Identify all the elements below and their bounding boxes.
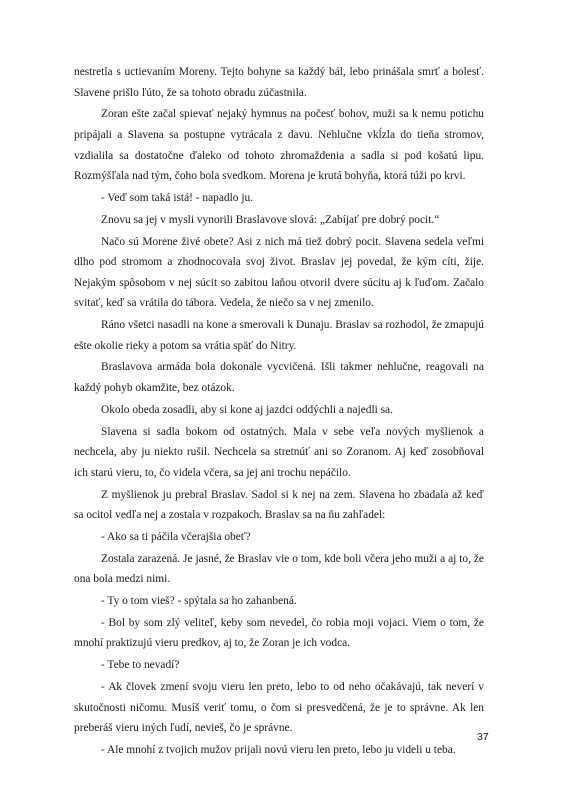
page-number: 37 [477,731,489,743]
paragraph: Zostala zarazená. Je jasné, že Braslav vie o tom, kde boli včera jeho muži a aj to, že ona bola medzi nimi. [74,552,484,586]
paragraph: - Ale mnohí z tvojich mužov prijali novú vieru len preto, lebo ju videli u teba. [101,744,456,756]
paragraph: Braslavova armáda bola dokonale vycvičená. Išli takmer nehlučne, reagovali na každý pohyb okamžite, bez otázok. [74,361,484,395]
paragraph: Načo sú Morene živé obete? Asi z nich má tiež dobrý pocit. Slavena sedela veľmi dlho pod stromom a zhodnocovala svoj život. Braslav jej povedal, že kým cíti, žije. Nejakým spôsobom v nej súcit so zabitou laňou otvoril dvere súcitu aj k ľuďom. Začalo svitať, keď sa vrátila do tábora. Vedela, že niečo sa v nej zmenilo. [74,235,484,310]
paragraph: - Ak človek zmení svoju vieru len preto, lebo to od neho očakávajú, tak neverí v skutočnosti ničomu. Musíš veriť tomu, o čom si presvedčená, že je to správne. Ak len preberáš vieru iných ľudí, nevieš, čo je správne. [74,681,484,735]
paragraph: nestretla s uctievaním Moreny. Tejto bohyne sa každý bál, lebo prinášala smrť a bolesť. Slavene prišlo ľúto, že sa tohoto obradu zúčastnila. [74,66,484,99]
paragraph: - Veď som taká istá! - napadlo ju. [101,191,254,204]
paragraph: - Ty o tom vieš? - spýtala sa ho zahanbená. [101,595,297,608]
paragraph: - Ako sa ti páčila včerajšia obeť? [101,530,251,543]
paragraph: Ráno všetci nasadli na kone a smerovali k Dunaju. Braslav sa rozhodol, že zmapujú ešte okolie rieky a potom sa vrátia späť do Nitry. [74,319,484,352]
paragraph: Zoran ešte začal spievať nejaký hymnus na počesť bohov, muži sa k nemu potichu pripájali a Slavena sa postupne vytrácala z davu. Nehlučne vkĺzla do tieňa stromov, vzdialila sa dostatočne ďaleko od tohoto zhromaždenia a sadla si pod košatú lipu. Rozmýšľala nad tým, čoho bola svedkom. Morena je krutá bohyňa, ktorá túži po krvi. [74,108,484,183]
paragraph: Okolo obeda zosadli, aby si kone aj jazdci oddýchli a najedli sa. [101,403,393,416]
body-text [74,62,484,762]
paragraph: - Tebe to nevadí? [101,659,180,672]
paragraph: Slavena si sadla bokom od ostatných. Mala v sebe veľa nových myšlienok a nechcela, aby ju niekto rušil. Nechcela sa stretnúť ani so Zoranom. Aj keď zosobňoval ich starú vieru, to, čo videla včera, sa jej ani trochu nepáčilo. [74,425,484,479]
paragraph: Znovu sa jej v mysli vynorili Braslavove slová: „Zabíjať pre dobrý pocit.“ [101,213,440,226]
paragraph: Z myšlienok ju prebral Braslav. Sadol si k nej na zem. Slavena ho zbadala až keď sa ocitol vedľa nej a zostala v rozpakoch. Braslav sa na ňu zahľadel: [74,488,484,522]
paragraph: - Bol by som zlý veliteľ, keby som nevedel, čo robia moji vojaci. Viem o tom, že mnohí praktizujú vieru predkov, aj to, že Zoran je ich vodca. [74,616,484,650]
